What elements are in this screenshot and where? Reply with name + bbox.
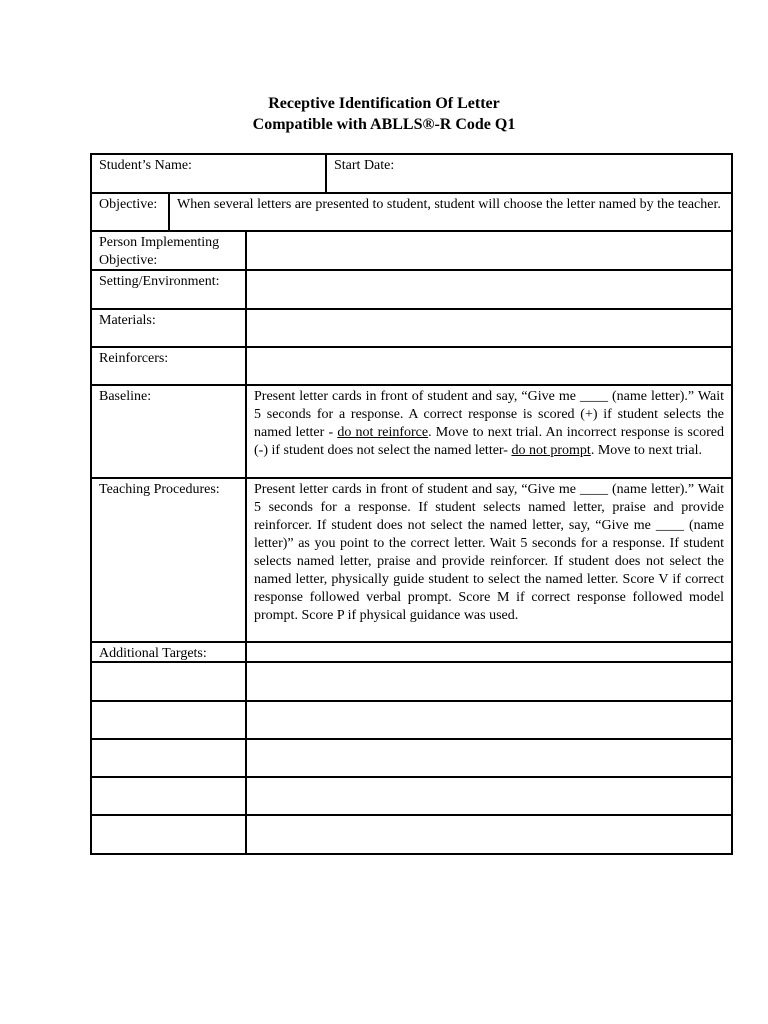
person-implementing-field[interactable] [247, 232, 731, 269]
page-subtitle: Compatible with ABLLS®-R Code Q1 [252, 116, 516, 133]
baseline-label: Baseline: [99, 389, 152, 404]
objective-label: Objective: [99, 197, 158, 212]
additional-targets-field[interactable] [247, 643, 731, 661]
target-row-value-cell[interactable] [247, 778, 731, 814]
materials-label: Materials: [99, 313, 156, 328]
start-date-field[interactable]: Start Date: [334, 158, 395, 173]
reinforcers-label: Reinforcers: [99, 351, 169, 366]
setting-environment-label: Setting/Environment: [99, 274, 220, 289]
target-row-label-cell[interactable] [92, 663, 245, 700]
do-not-reinforce-text: do not reinforce [337, 425, 429, 440]
student-name-field[interactable]: Student’s Name: [99, 158, 192, 173]
lesson-plan-form [90, 153, 733, 855]
target-row-value-cell[interactable] [247, 702, 731, 738]
materials-field[interactable] [247, 310, 731, 346]
additional-targets-label: Additional Targets: [99, 646, 207, 661]
target-row-value-cell[interactable] [247, 740, 731, 776]
target-row-label-cell[interactable] [92, 778, 245, 814]
target-row-value-cell[interactable] [247, 663, 731, 700]
do-not-prompt-text: do not prompt [511, 443, 591, 458]
baseline-text: Present letter cards in front of student and say, “Give me ____ (name letter).” Wait 5 seconds for a response. A correct response is scored (+) if student selects the named letter - do not reinforce. Move to next trial. An incorrect response is scored (-) if student does not select the named letter- do not prompt. Move to next trial. [254, 389, 724, 458]
teaching-procedures-label: Teaching Procedures: [99, 482, 220, 497]
target-row-label-cell[interactable] [92, 740, 245, 776]
setting-environment-field[interactable] [247, 271, 731, 308]
page-title: Receptive Identification Of Letter [268, 95, 500, 112]
teaching-procedures-text: Present letter cards in front of student and say, “Give me ____ (name letter).” Wait 5 seconds for a response. If student selects named letter, praise and provide reinforcer. If student does not select the named letter, say, “Give me ____ (name letter)” as you point to the correct letter. Wait 5 seconds for a response. If student selects named letter, praise and provide reinforcer. If student does not select the named letter, physically guide student to select the named letter. Score V if correct response followed verbal prompt. Score M if correct response followed model prompt. Score P if physical guidance was used. [254, 482, 724, 623]
reinforcers-field[interactable] [247, 348, 731, 384]
target-row-label-cell[interactable] [92, 702, 245, 738]
target-row-label-cell[interactable] [92, 816, 245, 853]
person-implementing-label: Person Implementing Objective: [99, 235, 220, 268]
target-row-value-cell[interactable] [247, 816, 731, 853]
objective-text: When several letters are presented to student, student will choose the letter named by the teacher. [177, 197, 721, 212]
